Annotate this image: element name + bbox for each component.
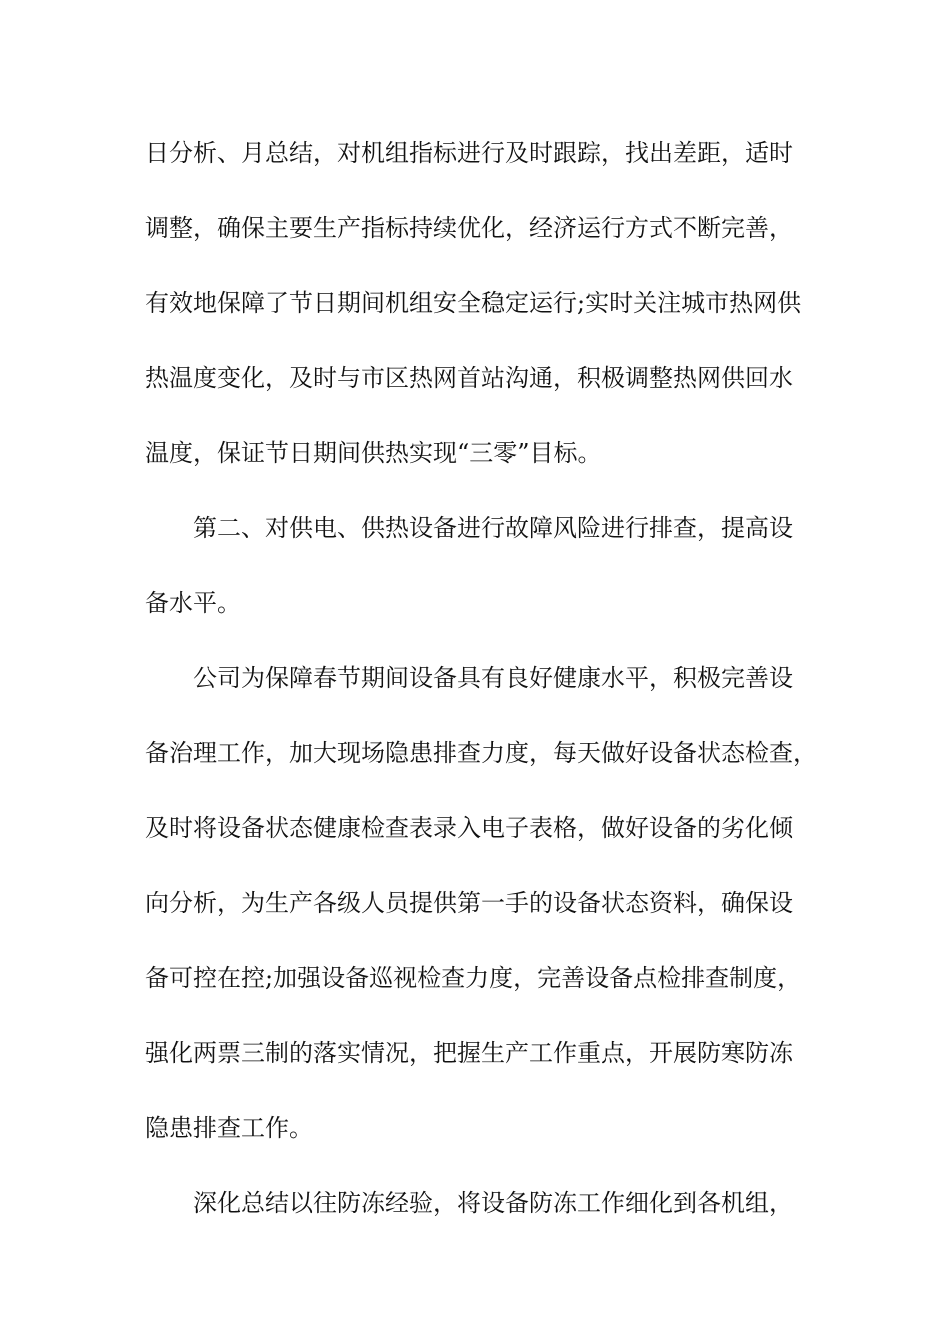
text-line: 备可控在控;加强设备巡视检查力度，完善设备点检排查制度， <box>145 964 802 992</box>
text-line: 有效地保障了节日期间机组安全稳定运行;实时关注城市热网供 <box>145 289 802 317</box>
text-line: 热温度变化，及时与市区热网首站沟通，积极调整热网供回水 <box>145 364 793 392</box>
text-line: 隐患排查工作。 <box>145 1114 313 1142</box>
text-line: 备治理工作，加大现场隐患排查力度，每天做好设备状态检查， <box>145 739 817 767</box>
text-line: 强化两票三制的落实情况，把握生产工作重点，开展防寒防冻 <box>145 1039 793 1067</box>
paragraph-first-line: 公司为保障春节期间设备具有良好健康水平，积极完善设 <box>193 664 793 692</box>
text-line: 向分析，为生产各级人员提供第一手的设备状态资料，确保设 <box>145 889 793 917</box>
text-line: 及时将设备状态健康检查表录入电子表格，做好设备的劣化倾 <box>145 814 793 842</box>
text-line: 备水平。 <box>145 589 241 617</box>
text-line: 调整，确保主要生产指标持续优化，经济运行方式不断完善， <box>145 214 793 242</box>
paragraph-heading-line: 第二、对供电、供热设备进行故障风险进行排查，提高设 <box>193 514 793 542</box>
text-line: 日分析、月总结，对机组指标进行及时跟踪，找出差距，适时 <box>145 139 793 167</box>
text-line: 温度，保证节日期间供热实现“三零”目标。 <box>145 439 602 467</box>
paragraph-first-line: 深化总结以往防冻经验，将设备防冻工作细化到各机组， <box>193 1189 793 1217</box>
document-body <box>145 133 835 1258</box>
